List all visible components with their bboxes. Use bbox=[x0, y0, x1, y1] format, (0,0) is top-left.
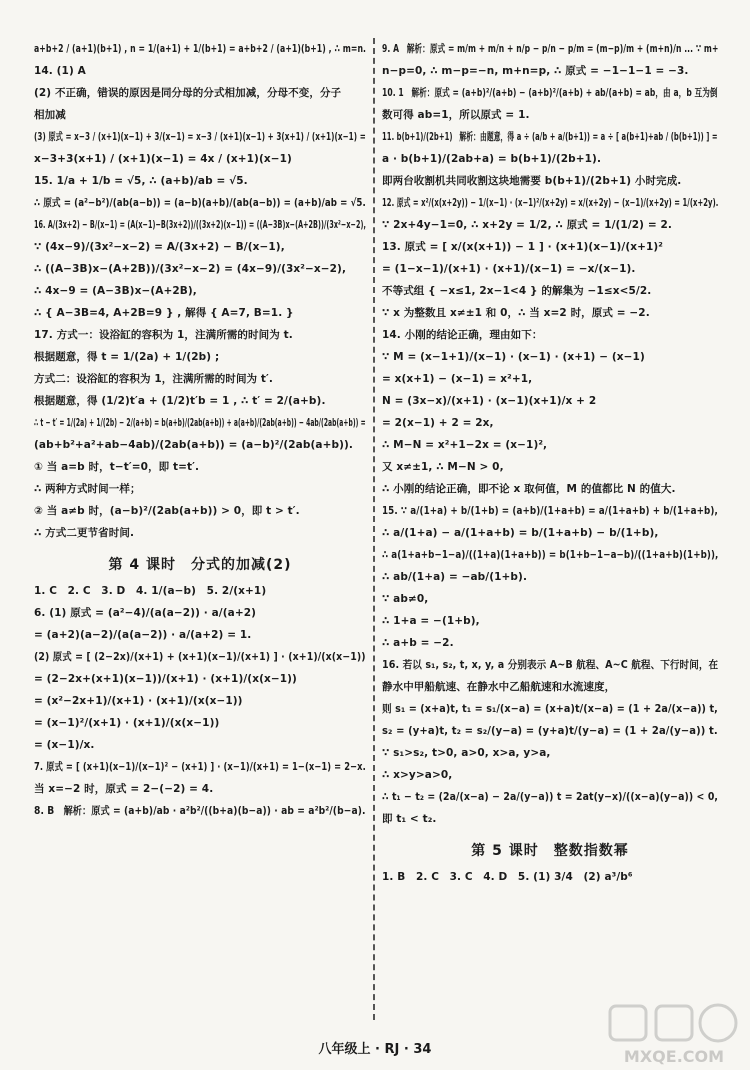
right-line: 14. 小刚的结论正确，理由如下： bbox=[382, 329, 543, 341]
left-line: ∴ 两种方式时间一样； bbox=[34, 483, 141, 495]
right-line: ∴ a(1+a+b−1−a)/((1+a)(1+a+b)) = b(1+b−1−a−b)/((1+a+b)(1+b)), bbox=[382, 549, 718, 561]
right-line: ∵ s₁>s₂, t>0, a>0, x>a, y>a, bbox=[382, 747, 551, 759]
left-line: ② 当 a≠b 时，(a−b)²/(2ab(a+b)) > 0，即 t > t′. bbox=[34, 505, 300, 517]
right-line: ∴ a/(1+a) − a/(1+a+b) = b/(1+a+b) − b/(1+b), bbox=[382, 527, 659, 539]
left-lesson4-line: = (2−2x+(x+1)(x−1))/(x+1) · (x+1)/(x(x−1)) bbox=[34, 673, 297, 685]
right-line: = 2(x−1) + 2 = 2x, bbox=[382, 417, 494, 429]
right-line: N = (3x−x)/(x+1) · (x−1)(x+1)/x + 2 bbox=[382, 395, 597, 407]
right-line: ∵ ab≠0, bbox=[382, 593, 429, 605]
right-line: ∴ ab/(1+a) = −ab/(1+b). bbox=[382, 571, 528, 583]
right-line: s₂ = (y+a)t, t₂ = s₂/(y−a) = (y+a)t/(y−a) = (1 + 2a/(y−a)) t. bbox=[382, 725, 718, 737]
right-line: 静水中甲船航速、在静水中乙船航速和水流速度， bbox=[382, 681, 616, 693]
right-column bbox=[382, 38, 718, 1018]
left-lesson4-line: = (x−1)²/(x+1) · (x+1)/(x(x−1)) bbox=[34, 717, 220, 729]
right-line: 15. ∵ a/(1+a) + b/(1+b) = (a+b)/(1+a+b) = a/(1+a+b) + b/(1+a+b), bbox=[382, 505, 718, 517]
watermark-icon bbox=[604, 1000, 744, 1046]
left-lines-2 bbox=[34, 580, 366, 822]
right-line: 不等式组 { −x≤1, 2x−1<4 } 的解集为 −1≤x<5/2. bbox=[382, 285, 652, 297]
right-line: ∴ 1+a = −(1+b), bbox=[382, 615, 480, 627]
watermark-logo bbox=[604, 1000, 744, 1066]
left-line: ∴ 原式 = (a²−b²)/(ab(a−b)) = (a−b)(a+b)/(ab(a−b)) = (a+b)/ab = √5. bbox=[34, 197, 366, 209]
right-line: 即两台收割机共同收割这块地需要 b(b+1)/(2b+1) 小时完成. bbox=[382, 175, 682, 187]
right-line: ∴ a+b = −2. bbox=[382, 637, 454, 649]
left-line: 14. (1) A bbox=[34, 65, 86, 77]
left-line: ∴ { A−3B=4, A+2B=9 } , 解得 { A=7, B=1. } bbox=[34, 307, 294, 319]
left-line: x−3+3(x+1) / (x+1)(x−1) = 4x / (x+1)(x−1) bbox=[34, 153, 292, 165]
left-line: (ab+b²+a²+ab−4ab)/(2ab(a+b)) = (a−b)²/(2ab(a+b)). bbox=[34, 439, 353, 451]
left-column bbox=[34, 38, 366, 1018]
right-line: ∴ t₁ − t₂ = (2a/(x−a) − 2a/(y−a)) t = 2at(y−x)/((x−a)(y−a)) < 0, bbox=[382, 791, 718, 803]
left-line: 16. A/(3x+2) − B/(x−1) = (A(x−1)−B(3x+2))/((3x+2)(x−1)) = ((A−3B)x−(A+2B))/(3x²−x−2), bbox=[34, 219, 366, 231]
section-title-lesson-4: 第 4 课时 分式的加减(2) bbox=[108, 557, 292, 573]
left-line: 17. 方式一：设浴缸的容积为 1，注满所需的时间为 t. bbox=[34, 329, 293, 341]
right-line: ∵ 2x+4y−1=0, ∴ x+2y = 1/2, ∴ 原式 = 1/(1/2) = 2. bbox=[382, 219, 672, 231]
left-line: 15. 1/a + 1/b = √5, ∴ (a+b)/ab = √5. bbox=[34, 175, 248, 187]
left-line: 根据题意，得 (1/2)t′a + (1/2)t′b = 1 , ∴ t′ = 2/(a+b). bbox=[34, 395, 326, 407]
section-title-lesson-5: 第 5 课时 整数指数幂 bbox=[471, 843, 629, 859]
left-line: ∴ ((A−3B)x−(A+2B))/(3x²−x−2) = (4x−9)/(3x²−x−2), bbox=[34, 263, 347, 275]
right-line: 16. 若以 s₁, s₂, t, x, y, a 分别表示 A~B 航程、A~C 航程、下行时间，在 bbox=[382, 659, 718, 671]
right-line: = x(x+1) − (x−1) = x²+1, bbox=[382, 373, 533, 385]
left-line: ① 当 a=b 时，t−t′=0，即 t=t′. bbox=[34, 461, 200, 473]
left-lesson4-line: = (x−1)/x. bbox=[34, 739, 95, 751]
left-lesson4-line: 6. (1) 原式 = (a²−4)/(a(a−2)) · a/(a+2) bbox=[34, 607, 257, 619]
left-lines bbox=[34, 38, 366, 544]
left-line: ∴ 方式二更节省时间. bbox=[34, 527, 135, 539]
left-lesson4-line: 8. B 解析：原式 = (a+b)/ab · a²b²/((b+a)(b−a)) · ab = a²b²/(b−a). bbox=[34, 805, 366, 817]
page-footer: 八年级上 · RJ · 34 bbox=[318, 1042, 432, 1057]
right-line: = (1−x−1)/(x+1) · (x+1)/(x−1) = −x/(x−1). bbox=[382, 263, 636, 275]
right-line: 数可得 ab=1，所以原式 = 1. bbox=[382, 109, 530, 121]
left-line: 相加减 bbox=[34, 109, 66, 121]
right-line: 则 s₁ = (x+a)t, t₁ = s₁/(x−a) = (x+a)t/(x−a) = (1 + 2a/(x−a)) t, bbox=[382, 703, 718, 715]
right-line: ∴ 小刚的结论正确，即不论 x 取何值，M 的值都比 N 的值大. bbox=[382, 483, 676, 495]
left-line: ∴ t − t′ = 1/(2a) + 1/(2b) − 2/(a+b) = b(a+b)/(2ab(a+b)) + a(a+b)/(2ab(a+b)) − 4ab/(2ab(a+b)) = bbox=[34, 417, 366, 429]
left-lesson4-line: = (a+2)(a−2)/(a(a−2)) · a/(a+2) = 1. bbox=[34, 629, 252, 641]
left-lesson4-line: 当 x=−2 时，原式 = 2−(−2) = 4. bbox=[34, 783, 214, 795]
left-lesson4-line: 7. 原式 = [ (x+1)(x−1)/(x−1)² − (x+1) ] · (x−1)/(x+1) = 1−(x−1) = 2−x. bbox=[34, 761, 366, 773]
left-lesson4-line: (2) 原式 = [ (2−2x)/(x+1) + (x+1)(x−1)/(x+1) ] · (x+1)/(x(x−1)) bbox=[34, 651, 366, 663]
left-line: ∵ (4x−9)/(3x²−x−2) = A/(3x+2) − B/(x−1), bbox=[34, 241, 285, 253]
right-line: 11. b(b+1)/(2b+1) 解析：由题意，得 a ÷ (a/b + a/(b+1)) = a ÷ [ a(b+1)+ab / (b(b+1)) ] = bbox=[382, 131, 718, 143]
left-line: 根据题意，得 t = 1/(2a) + 1/(2b) ; bbox=[34, 351, 220, 363]
left-lesson4-line: 1. C 2. C 3. D 4. 1/(a−b) 5. 2/(x+1) bbox=[34, 585, 267, 597]
right-line: ∵ M = (x−1+1)/(x−1) · (x−1) · (x+1) − (x−1) bbox=[382, 351, 645, 363]
column-divider bbox=[373, 38, 375, 1020]
right-line: ∵ x 为整数且 x≠±1 和 0，∴ 当 x=2 时，原式 = −2. bbox=[382, 307, 650, 319]
right-lines-2 bbox=[382, 866, 718, 888]
left-line: a+b+2 / (a+1)(b+1) , n = 1/(a+1) + 1/(b+1) = a+b+2 / (a+1)(b+1) , ∴ m=n. bbox=[34, 43, 366, 55]
left-line: (3) 原式 = x−3 / (x+1)(x−1) + 3/(x−1) = x−3 / (x+1)(x−1) + 3(x+1) / (x+1)(x−1) = bbox=[34, 131, 366, 143]
right-line: 9. A 解析：原式 = m/m + m/n + n/p − p/n − p/m = (m−p)/m + (m+n)/n ... ∵ m+ bbox=[382, 43, 718, 55]
right-line: 12. 原式 = x²/(x(x+2y)) − 1/(x−1) · (x−1)²/(x+2y) = x/(x+2y) − (x−1)/(x+2y) = 1/(x+2y). bbox=[382, 197, 718, 209]
right-line: n−p=0, ∴ m−p=−n, m+n=p, ∴ 原式 = −1−1−1 = −3. bbox=[382, 65, 689, 77]
left-lesson4-line: = (x²−2x+1)/(x+1) · (x+1)/(x(x−1)) bbox=[34, 695, 243, 707]
right-lines bbox=[382, 38, 718, 830]
left-line: (2) 不正确，错误的原因是同分母的分式相加减，分母不变，分子 bbox=[34, 87, 342, 99]
right-line: 即 t₁ < t₂. bbox=[382, 813, 437, 825]
right-line: ∴ M−N = x²+1−2x = (x−1)², bbox=[382, 439, 548, 451]
right-line: a · b(b+1)/(2ab+a) = b(b+1)/(2b+1). bbox=[382, 153, 602, 165]
right-line: 又 x≠±1, ∴ M−N > 0, bbox=[382, 461, 504, 473]
right-line: 10. 1 解析：原式 = (a+b)²/(a+b) − (a+b)²/(a+b) + ab/(a+b) = ab，由 a，b 互为倒 bbox=[382, 87, 718, 99]
left-line: ∴ 4x−9 = (A−3B)x−(A+2B), bbox=[34, 285, 197, 297]
left-line: 方式二：设浴缸的容积为 1，注满所需的时间为 t′. bbox=[34, 373, 273, 385]
right-line: ∴ x>y>a>0, bbox=[382, 769, 453, 781]
right-lesson5-line: 1. B 2. C 3. C 4. D 5. (1) 3/4 (2) a³/b⁶ bbox=[382, 871, 633, 883]
right-line: 13. 原式 = [ x/(x(x+1)) − 1 ] · (x+1)(x−1)/(x+1)² bbox=[382, 241, 663, 253]
watermark-text: MXQE.COM bbox=[623, 1047, 725, 1066]
